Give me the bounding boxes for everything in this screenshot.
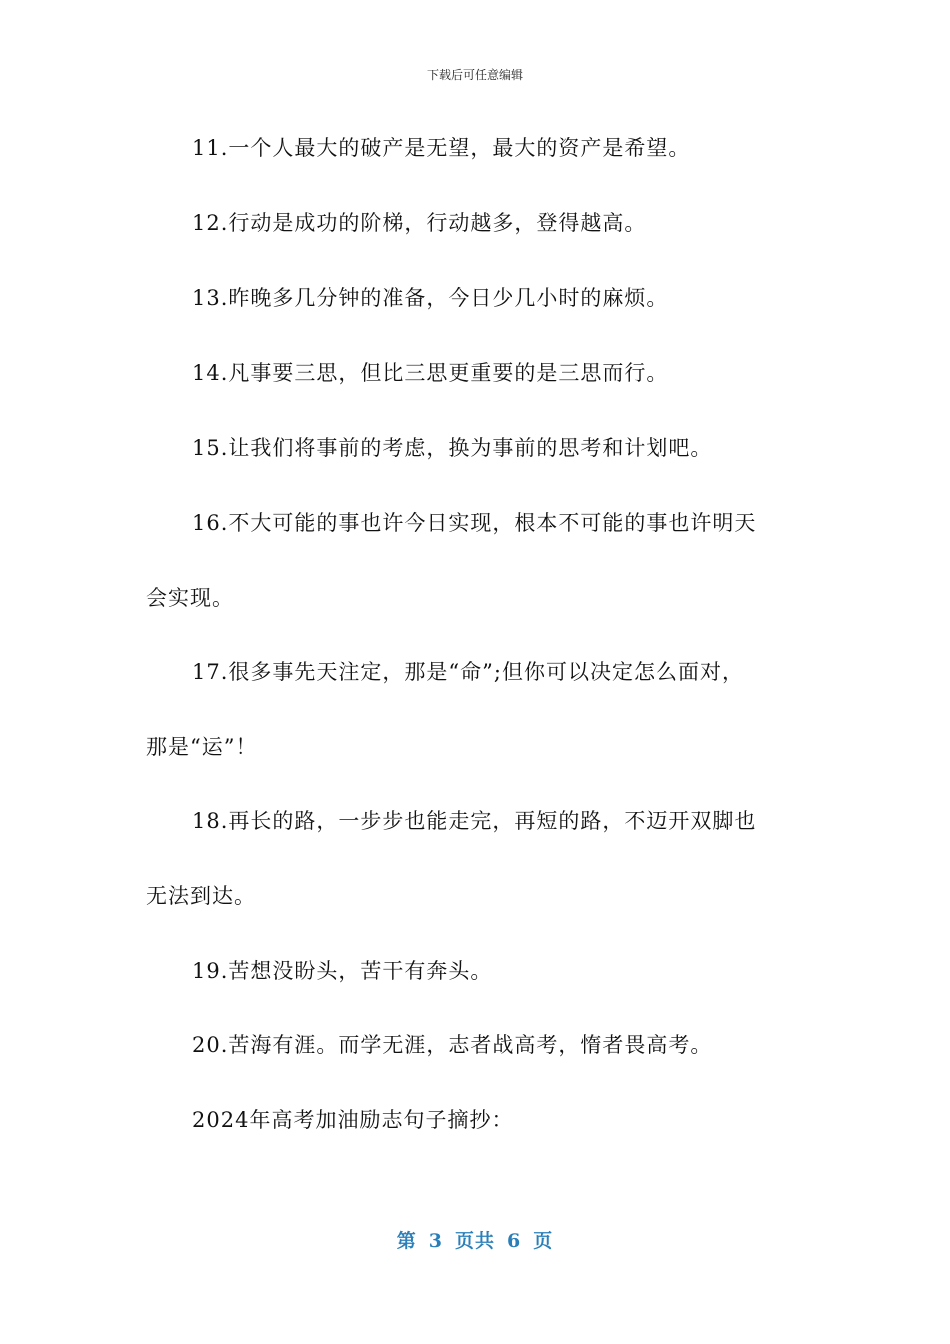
footer-current-page: 3 xyxy=(428,1230,443,1252)
quote-text: 20.苦海有涯。而学无涯，志者战高考，惰者畏高考。 xyxy=(192,1033,713,1057)
quote-line xyxy=(146,955,806,985)
quote-text: 16.不大可能的事也许今日实现，根本不可能的事也许明天 xyxy=(192,511,757,535)
quote-line xyxy=(146,805,806,835)
quote-line xyxy=(146,282,806,312)
quote-line xyxy=(146,207,806,237)
quote-text: 19.苦想没盼头，苦干有奔头。 xyxy=(192,959,493,983)
quote-text: 无法到达。 xyxy=(146,884,256,908)
footer-mid: 页共 xyxy=(454,1230,495,1252)
footer-suffix: 页 xyxy=(533,1230,554,1252)
quote-line-continued xyxy=(146,731,806,761)
quote-text: 17.很多事先天注定，那是“命”;但你可以决定怎么面对， xyxy=(192,660,744,684)
quote-line xyxy=(146,132,806,162)
quote-text: 13.昨晚多几分钟的准备，今日少几小时的麻烦。 xyxy=(192,286,669,310)
quote-text: 那是“运”！ xyxy=(146,735,258,759)
page-footer xyxy=(0,1226,950,1253)
quote-line xyxy=(146,507,806,537)
section-heading-text: 2024年高考加油励志句子摘抄： xyxy=(192,1108,514,1132)
quote-line xyxy=(146,1029,806,1059)
quote-text: 会实现。 xyxy=(146,586,234,610)
quote-line xyxy=(146,357,806,387)
quote-text: 14.凡事要三思，但比三思更重要的是三思而行。 xyxy=(192,361,669,385)
quote-text: 15.让我们将事前的考虑，换为事前的思考和计划吧。 xyxy=(192,436,713,460)
quote-line xyxy=(146,432,806,462)
page-header: 下载后可任意编辑 xyxy=(426,68,523,82)
quote-line-continued xyxy=(146,880,806,910)
section-heading xyxy=(146,1104,806,1134)
quote-line xyxy=(146,656,806,686)
quote-text: 12.行动是成功的阶梯，行动越多，登得越高。 xyxy=(192,211,647,235)
quote-line-continued xyxy=(146,582,806,612)
footer-total-pages: 6 xyxy=(507,1230,522,1252)
footer-prefix: 第 xyxy=(396,1230,417,1252)
quote-text: 18.再长的路，一步步也能走完，再短的路，不迈开双脚也 xyxy=(192,809,757,833)
quote-text: 11.一个人最大的破产是无望，最大的资产是希望。 xyxy=(192,136,691,160)
